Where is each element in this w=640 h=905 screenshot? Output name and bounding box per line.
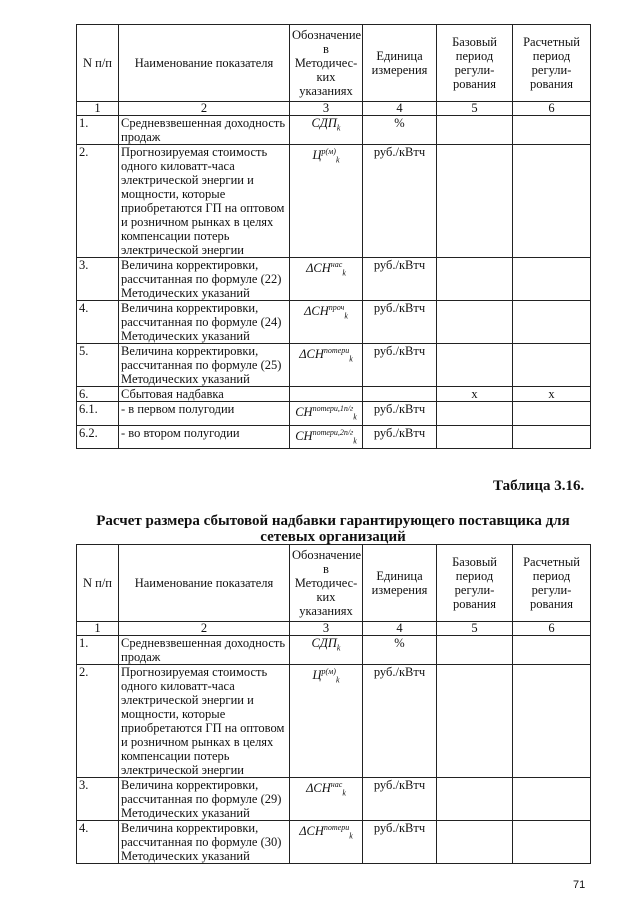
header-unit: Единица измерения <box>363 545 437 622</box>
designation <box>290 425 363 449</box>
indicator-name: Величина корректировки, рассчитанная по формуле (24) Методических указаний <box>119 301 290 344</box>
base-period-value: x <box>437 387 513 402</box>
header-calc-period: Расчетный период регули-рования <box>513 545 591 622</box>
header-name: Наименование показателя <box>119 25 290 102</box>
designation-subscript: k <box>344 311 348 321</box>
designation-subscript: k <box>336 123 341 133</box>
table-body <box>77 636 591 864</box>
table-row <box>77 665 591 778</box>
indicator-name: Средневзвешенная доходность продаж <box>119 116 290 145</box>
unit <box>363 387 437 402</box>
column-number: 4 <box>363 622 437 636</box>
row-number: 3. <box>77 778 119 821</box>
row-number: 4. <box>77 301 119 344</box>
designation-formula <box>311 636 341 653</box>
unit: руб./кВтч <box>363 821 437 864</box>
designation-symbol: Ц <box>312 148 322 163</box>
table-row <box>77 387 591 402</box>
designation-subscript: k <box>353 412 357 422</box>
column-number: 6 <box>513 622 591 636</box>
base-period-value <box>437 425 513 449</box>
unit: руб./кВтч <box>363 258 437 301</box>
base-period-value <box>437 301 513 344</box>
indicator-name: Величина корректировки, рассчитанная по формуле (25) Методических указаний <box>119 344 290 387</box>
designation-subscript: k <box>336 643 341 653</box>
table-body <box>77 116 591 449</box>
base-period-value <box>437 402 513 426</box>
calc-period-value: x <box>513 387 591 402</box>
table-row <box>77 258 591 301</box>
base-period-value <box>437 145 513 258</box>
designation-subscript: k <box>353 436 357 446</box>
calc-period-value <box>513 425 591 449</box>
header-designation: Обозначение в Методичес-ких указаниях <box>290 545 363 622</box>
column-number: 2 <box>119 622 290 636</box>
indicator-name: Сбытовая надбавка <box>119 387 290 402</box>
column-number: 3 <box>290 622 363 636</box>
column-number: 4 <box>363 102 437 116</box>
base-period-value <box>437 258 513 301</box>
row-number: 4. <box>77 821 119 864</box>
table-row <box>77 301 591 344</box>
row-number: 1. <box>77 636 119 665</box>
designation-subscript: k <box>349 831 353 841</box>
table-title: Расчет размера сбытовой надбавки гарантирующего поставщика для сетевых организаций <box>96 513 570 545</box>
designation-symbol: ΔСН <box>304 304 329 319</box>
base-period-value <box>437 778 513 821</box>
base-period-value <box>437 116 513 145</box>
designation-symbol: Ц <box>312 668 322 683</box>
table-row <box>77 402 591 426</box>
designation <box>290 778 363 821</box>
designation <box>290 116 363 145</box>
table-row <box>77 425 591 449</box>
unit: руб./кВтч <box>363 344 437 387</box>
unit: % <box>363 636 437 665</box>
designation-formula <box>304 303 348 321</box>
designation-superscript: р(м) <box>321 667 336 676</box>
unit: руб./кВтч <box>363 402 437 426</box>
designation-superscript: р(м) <box>321 147 336 156</box>
designation-formula <box>299 823 353 841</box>
designation-symbol: ΔСН <box>299 824 324 839</box>
indicators-table-2 <box>76 544 591 864</box>
calc-period-value <box>513 402 591 426</box>
calc-period-value <box>513 145 591 258</box>
table-row <box>77 778 591 821</box>
designation <box>290 344 363 387</box>
designation-formula <box>306 780 346 798</box>
unit: руб./кВтч <box>363 301 437 344</box>
designation-symbol: ΔСН <box>299 347 324 362</box>
designation <box>290 402 363 426</box>
calc-period-value <box>513 821 591 864</box>
designation-formula <box>312 147 340 165</box>
indicator-name: Средневзвешенная доходность продаж <box>119 636 290 665</box>
header-base-period: Базовый период регули-рования <box>437 545 513 622</box>
column-number: 5 <box>437 102 513 116</box>
row-number: 2. <box>77 665 119 778</box>
header-calc-period: Расчетный период регули-рования <box>513 25 591 102</box>
unit: руб./кВтч <box>363 778 437 821</box>
designation <box>290 301 363 344</box>
header-name: Наименование показателя <box>119 545 290 622</box>
designation-symbol: СН <box>295 428 313 443</box>
base-period-value <box>437 344 513 387</box>
designation-symbol: СДП <box>311 636 337 650</box>
table-row <box>77 636 591 665</box>
calc-period-value <box>513 636 591 665</box>
indicator-name: Величина корректировки, рассчитанная по формуле (30) Методических указаний <box>119 821 290 864</box>
calc-period-value <box>513 778 591 821</box>
designation-formula <box>295 427 357 446</box>
designation <box>290 145 363 258</box>
designation-formula <box>295 404 357 422</box>
row-number: 6.1. <box>77 402 119 426</box>
column-number: 1 <box>77 102 119 116</box>
base-period-value <box>437 665 513 778</box>
designation-superscript: нас <box>330 780 343 789</box>
indicators-table-1 <box>76 24 591 449</box>
designation-formula <box>299 346 353 364</box>
designation-symbol: СН <box>295 405 313 420</box>
table-row <box>77 116 591 145</box>
designation-formula <box>311 116 341 133</box>
designation-subscript: k <box>342 788 346 798</box>
calc-period-value <box>513 665 591 778</box>
unit: % <box>363 116 437 145</box>
header-num: N п/п <box>77 25 119 102</box>
unit: руб./кВтч <box>363 665 437 778</box>
calc-period-value <box>513 344 591 387</box>
indicator-name: Величина корректировки, рассчитанная по формуле (29) Методических указаний <box>119 778 290 821</box>
designation-superscript: потери,2п/г <box>312 427 354 437</box>
column-number: 3 <box>290 102 363 116</box>
designation <box>290 636 363 665</box>
base-period-value <box>437 636 513 665</box>
row-number: 1. <box>77 116 119 145</box>
column-number: 2 <box>119 102 290 116</box>
designation-subscript: k <box>349 354 353 364</box>
designation-symbol: ΔСН <box>306 261 331 276</box>
designation-symbol: ΔСН <box>306 781 331 796</box>
designation-superscript: проч <box>328 303 345 312</box>
indicator-name: Величина корректировки, рассчитанная по формуле (22) Методических указаний <box>119 258 290 301</box>
header-designation: Обозначение в Методичес-ких указаниях <box>290 25 363 102</box>
header-base-period: Базовый период регули-рования <box>437 25 513 102</box>
row-number: 3. <box>77 258 119 301</box>
table-row <box>77 145 591 258</box>
unit: руб./кВтч <box>363 425 437 449</box>
column-number: 6 <box>513 102 591 116</box>
table-label: Таблица 3.16. <box>493 478 585 494</box>
designation-subscript: k <box>335 155 340 165</box>
designation <box>290 821 363 864</box>
page-number: 71 <box>573 879 586 891</box>
unit: руб./кВтч <box>363 145 437 258</box>
designation-subscript: k <box>335 675 340 685</box>
calc-period-value <box>513 301 591 344</box>
designation-superscript: нас <box>330 260 343 269</box>
row-number: 5. <box>77 344 119 387</box>
column-number: 5 <box>437 622 513 636</box>
designation <box>290 258 363 301</box>
designation-formula <box>306 260 346 278</box>
designation-subscript: k <box>342 268 346 278</box>
designation-superscript: потери <box>323 346 350 355</box>
column-number: 1 <box>77 622 119 636</box>
designation-superscript: потери,1п/г <box>312 404 354 413</box>
designation-symbol: СДП <box>311 116 337 130</box>
table-row <box>77 344 591 387</box>
row-number: 6. <box>77 387 119 402</box>
header-unit: Единица измерения <box>363 25 437 102</box>
calc-period-value <box>513 116 591 145</box>
indicator-name: - в первом полугодии <box>119 402 290 426</box>
row-number: 2. <box>77 145 119 258</box>
designation-superscript: потери <box>323 823 350 832</box>
table-row <box>77 821 591 864</box>
calc-period-value <box>513 258 591 301</box>
designation <box>290 387 363 402</box>
row-number: 6.2. <box>77 425 119 449</box>
indicator-name: Прогнозируемая стоимость одного киловатт-часа электрической энергии и мощности, которые приобретаются ГП на оптовом и розничном рынках в целях компенсации потерь электрической энергии <box>119 145 290 258</box>
designation <box>290 665 363 778</box>
header-num: N п/п <box>77 545 119 622</box>
designation-formula <box>312 667 340 685</box>
base-period-value <box>437 821 513 864</box>
indicator-name: Прогнозируемая стоимость одного киловатт-часа электрической энергии и мощности, которые приобретаются ГП на оптовом и розничном рынках в целях компенсации потерь электрической энергии <box>119 665 290 778</box>
indicator-name: - во втором полугодии <box>119 425 290 449</box>
